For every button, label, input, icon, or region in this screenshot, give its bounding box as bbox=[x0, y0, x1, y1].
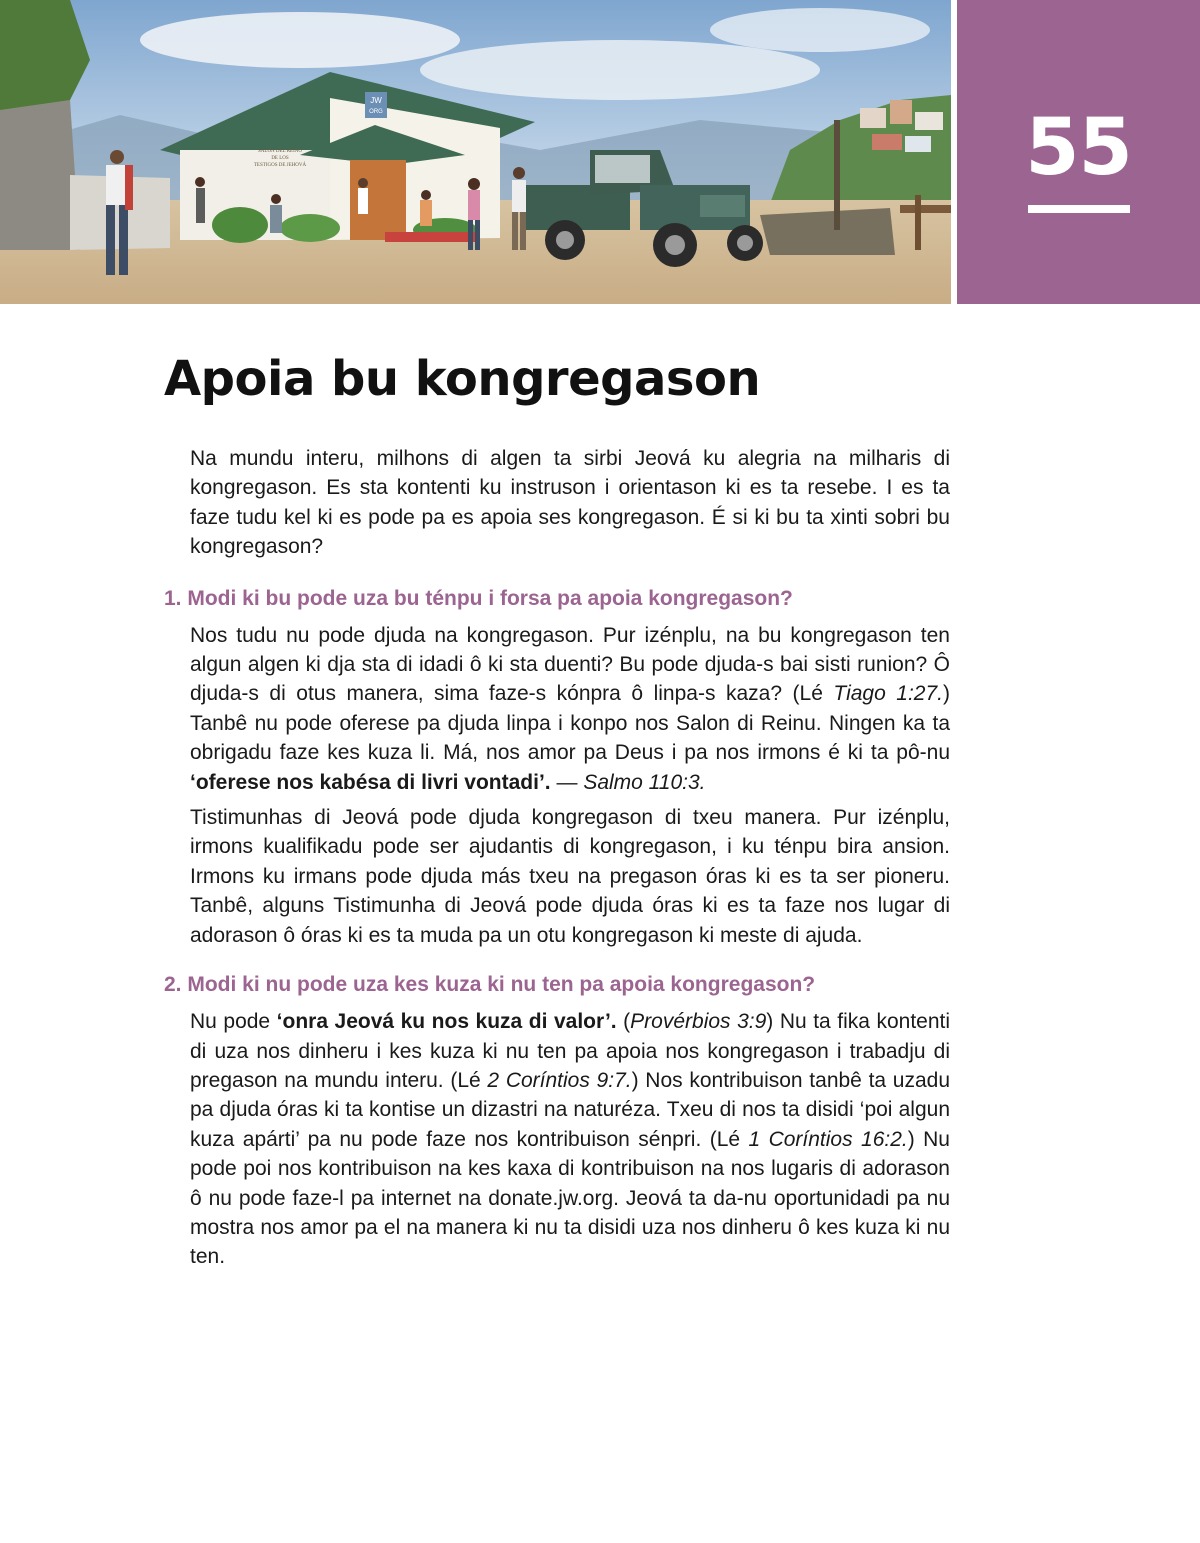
text-run: ( bbox=[616, 1010, 631, 1034]
lesson-number-underline bbox=[1028, 205, 1130, 213]
scripture-reference: 1 Coríntios 16:2. bbox=[748, 1127, 908, 1151]
text-run: Nos tudu nu pode djuda na kongregason. Pur izénplu, na bu kongregason ten algun algen ki dja sta di idadi ô ki sta duenti? Bu pode djuda-s bai sisti runion? Ô djuda-s di otus manera, sima faze-s kónpra ô linpa-s kaza? (Lé bbox=[190, 623, 950, 706]
jw-logo-line2: ORG bbox=[369, 109, 383, 115]
scripture-reference: Provérbios 3:9 bbox=[630, 1010, 767, 1034]
lesson-number: 55 bbox=[1025, 103, 1132, 193]
section-2-paragraph-1 bbox=[190, 1007, 950, 1272]
jw-logo-line1: JW bbox=[370, 96, 382, 105]
hall-sign-line1: SALÓN DEL REINO bbox=[258, 149, 302, 154]
scripture-quote: ‘oferese nos kabésa di livri vontadi’. bbox=[190, 770, 551, 794]
lesson-number-box bbox=[957, 0, 1200, 304]
hall-sign-line3: TESTIGOS DE JEHOVÁ bbox=[253, 163, 307, 168]
hall-sign-line2: DE LOS bbox=[271, 156, 289, 161]
text-run: ) Nu pode poi nos kontribuison na kes kaxa di kontribuison na nos lugaris di adorason ô nu pode faze-l pa internet na donate.jw.org. Jeová ta da-nu oportunidadi pa nu mostra nos amor pa el na manera ki nu ta disidi uza nos dinheru ô kes kuza ki nu ten. bbox=[190, 1127, 950, 1269]
lesson-body bbox=[164, 444, 950, 1272]
kingdom-hall-scene bbox=[0, 0, 951, 304]
question-1: 1. Modi ki bu pode uza bu ténpu i forsa pa apoia kongregason? bbox=[164, 586, 793, 610]
page-title: Apoia bu kongregason bbox=[164, 351, 761, 407]
intro-paragraph: Na mundu interu, milhons di algen ta sirbi Jeová ku alegria na milharis di kongregason. Es sta kontenti ku instruson i orientason ki es ta resebe. I es ta faze tudu kel ki es pode pa es apoia ses kongregason. É si ki bu ta xinti sobri bu kongregason? bbox=[190, 447, 950, 559]
section-1-paragraph-2: Tistimunhas di Jeová pode djuda kongregason di txeu manera. Pur izénplu, irmons kualifikadu pode ser ajudantis di kongregason, i ku ténpu bira ansion. Irmons ku irmans pode djuda más txeu na pregason óras ki es ta ser pioneru. Tanbê, alguns Tistimunha di Jeová pode djuda óras ki es ta faze nos lugar di adorason ô óras ki es ta muda pa un otu kongregason ki meste di ajuda. bbox=[190, 806, 950, 947]
section-1-paragraph-1 bbox=[190, 621, 950, 797]
text-run: ) Tanbê nu pode oferese pa djuda linpa i konpo nos Salon di Reinu. Ningen ka ta obrigadu faze kes kuza li. Má, nos amor pa Deus i pa nos irmons é ki ta pô-nu bbox=[190, 682, 951, 765]
scripture-reference: Tiago 1:27. bbox=[833, 682, 944, 706]
text-run: ) Nu ta fika kontenti di uza nos dinheru i kes kuza ki nu ten pa apoia nos kongregason i trabadju di pregason na mundu interu. (Lé bbox=[190, 1010, 951, 1092]
question-2: 2. Modi ki nu pode uza kes kuza ki nu ten pa apoia kongregason? bbox=[164, 973, 816, 997]
scripture-quote: ‘onra Jeová ku nos kuza di valor’. bbox=[276, 1010, 617, 1034]
hero-illustration bbox=[0, 0, 951, 304]
scripture-reference: 2 Coríntios 9:7. bbox=[487, 1068, 632, 1092]
text-run: ) Nos kontribuison tanbê ta uzadu pa djuda óras ki ta kontise un dizastri na naturéza. Txeu di nos ta disidi ‘poi algun kuza apárti’ pa nu pode faze nos kontribuison sénpri. (Lé bbox=[190, 1068, 951, 1151]
scripture-reference: Salmo 110:3. bbox=[583, 770, 706, 794]
text-run: Nu pode bbox=[190, 1010, 277, 1034]
text-run: — bbox=[550, 770, 584, 794]
